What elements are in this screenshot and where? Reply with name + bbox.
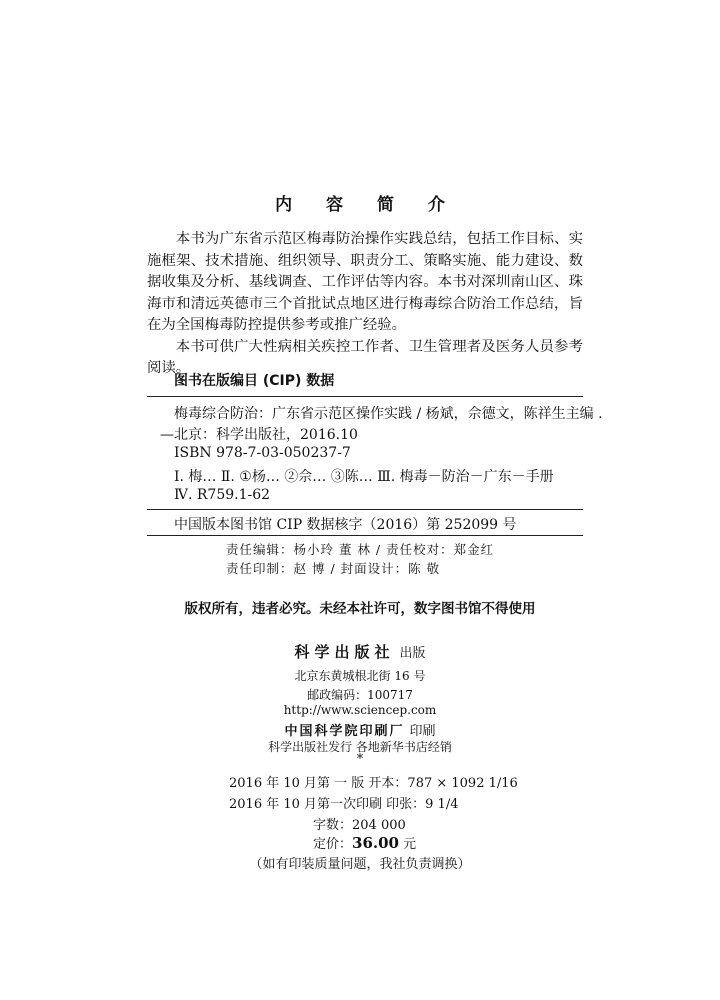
cip-subjects-line2: Ⅳ. R759.1-62 [174, 487, 271, 503]
price-unit: 元 [403, 837, 417, 852]
word-count: 字数：204 000 [313, 818, 406, 833]
quality-notice: （如有印装质量问题，我社负责调换） [249, 857, 471, 872]
printer-name-logo: 中国科学院印刷厂 [284, 724, 405, 739]
price-line [313, 833, 416, 852]
cip-entry-line1: 梅毒综合防治：广东省示范区操作实践 / 杨斌，佘德文，陈祥生主编 . [174, 406, 603, 422]
summary-paragraph: 本书为广东省示范区梅毒防治操作实践总结，包括工作目标、实施框架、技术措施、组织领导、职责分工、策略实施、能力建设、数据收集及分析、基线调查、工作评估等内容。本书对深圳南山区、珠海市和清远英德市三个首批试点地区进行梅毒综合防治工作总结，旨在为全国梅毒防控提供参考或推广经验。 [147, 231, 583, 333]
price-value: 36.00 [352, 834, 399, 852]
cip-number: 中国版本图书馆 CIP 数据核字（2016）第 252099 号 [174, 517, 517, 533]
publisher-line [0, 641, 720, 662]
summary-title: 内 容 简 介 [275, 195, 459, 215]
cip-top-rule [147, 396, 583, 397]
cip-subjects-line1: Ⅰ. 梅… Ⅱ. ①杨… ②佘… ③陈… Ⅲ. 梅毒－防治－广东－手册 [174, 469, 554, 485]
publisher-name-suffix: 出版 [399, 646, 426, 661]
publisher-address: 北京东黄城根北街 16 号 [294, 669, 426, 683]
copyright-notice: 版权所有，违者必究。未经本社许可，数字图书馆不得使用 [184, 601, 536, 617]
printer-line [0, 720, 720, 739]
publisher-url: http://www.sciencep.com [283, 703, 437, 717]
cip-bottom-rule [147, 535, 583, 536]
cip-heading: 图书在版编目 (CIP) 数据 [174, 373, 335, 389]
distribution-line: 科学出版社发行 各地新华书店经销 [268, 740, 452, 754]
separator-star: * [356, 752, 364, 767]
publisher-postcode: 邮政编码：100717 [307, 688, 413, 702]
publisher-name-logo: 科学出版社 [294, 643, 395, 661]
credits-line2: 责任印制：赵 博 / 封面设计：陈 敬 [226, 561, 441, 576]
edition-line1: 2016 年 10 月第 一 版 开本：787 × 1092 1/16 [229, 776, 518, 791]
cip-entry-line2: —北京：科学出版社，2016.10 [160, 427, 358, 443]
printer-name-suffix: 印刷 [409, 724, 436, 739]
price-label: 定价： [313, 837, 353, 852]
cip-isbn: ISBN 978-7-03-050237-7 [174, 445, 351, 461]
edition-line2: 2016 年 10 月第一次印刷 印张：9 1/4 [229, 797, 459, 812]
summary-paragraph: 本书可供广大性病相关疾控工作者、卫生管理者及医务人员参考阅读。 [147, 338, 583, 376]
summary-body [147, 229, 583, 380]
credits-line1: 责任编辑：杨小玲 董 林 / 责任校对：郑金红 [226, 542, 495, 557]
cip-middle-rule [147, 509, 583, 510]
